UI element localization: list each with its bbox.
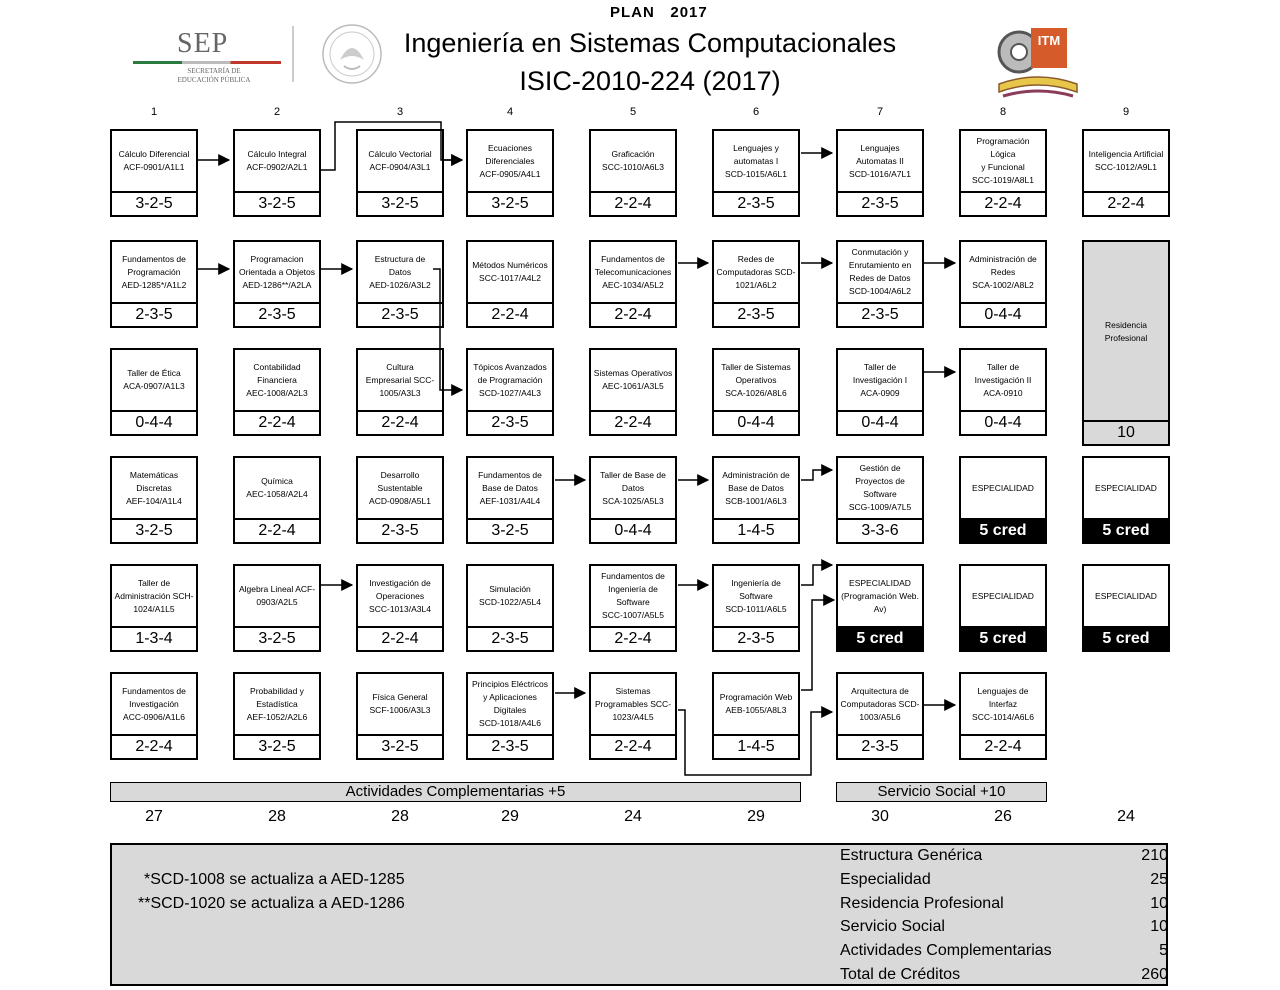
course-name-line: ACC-0906/A1L6 <box>123 711 185 722</box>
course-credits: 2-3-5 <box>468 626 552 650</box>
course-name-line: Lenguajes de <box>977 685 1029 696</box>
page-subtitle: ISIC-2010-224 (2017) <box>519 66 781 96</box>
course-name-line: Investigación I <box>852 374 908 385</box>
course-name-line: Matemáticas <box>129 469 179 480</box>
course-name-line: Operaciones <box>375 590 425 601</box>
course-credits: 1-3-4 <box>112 626 196 650</box>
course-name-line: 1024/A1L5 <box>133 603 175 614</box>
course-credits: 2-3-5 <box>468 410 552 434</box>
course-credits: 2-2-4 <box>468 302 552 326</box>
course-name-line: ESPECIALIDAD <box>1095 590 1157 601</box>
course-name-line: SCD-1027/A4L3 <box>479 387 541 398</box>
itm-logo-text: ITM <box>1037 33 1061 48</box>
course-credits: 3-3-6 <box>838 518 922 542</box>
course-credits: 2-3-5 <box>838 734 922 758</box>
course-name-line: SCD-1015/A6L1 <box>725 168 787 179</box>
course-credits: 2-3-5 <box>468 734 552 758</box>
course-name-line: 0903/A2L5 <box>256 597 298 607</box>
course-name-line: Administración SCH- <box>114 590 194 601</box>
summary-value: 10 <box>1150 918 1168 936</box>
course-name-line: Taller de <box>863 361 897 372</box>
course-name-line: Química <box>261 476 293 486</box>
page-title: Ingeniería en Sistemas Computacionales <box>403 28 897 58</box>
course-credits: 0-4-4 <box>112 410 196 434</box>
course-name-line: Automatas II <box>856 155 904 166</box>
course-name-line: Principios Eléctricos <box>471 679 549 689</box>
summary-label: Total de Créditos <box>840 966 961 983</box>
column-total: 30 <box>871 808 889 825</box>
summary-value: 25 <box>1150 870 1168 888</box>
course-name-line: Fundamentos de <box>601 571 665 581</box>
course-name-line: Investigación II <box>974 374 1032 385</box>
course-name-line: ACF-0902/A2L1 <box>246 162 308 172</box>
course-name-line: Graficación <box>611 149 655 159</box>
column-number: 6 <box>752 106 760 118</box>
course-name-line: Software <box>616 597 650 607</box>
course-name-line: ACF-0904/A3L1 <box>369 162 431 172</box>
prerequisite-arrow <box>433 269 462 390</box>
course-credits: 3-2-5 <box>468 191 552 215</box>
course-name-line: 1021/A6L2 <box>735 279 777 290</box>
column-number: 7 <box>876 106 884 118</box>
summary-row <box>840 918 1168 942</box>
course-name-line: Datos <box>621 482 645 493</box>
plan-year: 2017 <box>670 4 708 21</box>
course-credits: 3-2-5 <box>235 734 319 758</box>
note-1: *SCD-1008 se actualiza a AED-1285 <box>144 871 405 888</box>
course-name-line: SCD-1016/A7L1 <box>849 168 911 179</box>
course-credits: 0-4-4 <box>838 410 922 434</box>
course-name-line: ESPECIALIDAD <box>972 482 1034 493</box>
course-name-line: ESPECIALIDAD <box>849 577 911 588</box>
course-name-line: Base de Datos <box>728 482 784 493</box>
course-name-line: Sistemas <box>615 685 651 696</box>
course-name-line: Conmutación y <box>851 247 909 257</box>
servicio-social-bar: Servicio Social +10 <box>836 782 1047 802</box>
course-credits: 10 <box>1084 420 1168 444</box>
course-credits: 2-2-4 <box>235 518 319 542</box>
course-credits: 2-2-4 <box>591 626 675 650</box>
course-name-line: Investigación <box>129 698 179 709</box>
course-name-line: Taller de <box>137 577 171 588</box>
course-credits: 2-2-4 <box>591 410 675 434</box>
course-name-line: Contabilidad <box>253 361 301 372</box>
course-name-line: Empresarial SCC- <box>365 374 435 385</box>
course-name-line: de Programación <box>477 374 543 385</box>
course-credits: 2-3-5 <box>714 626 798 650</box>
course-name-line: Discretas <box>136 482 172 493</box>
column-total: 28 <box>268 808 286 825</box>
course-name-line: Computadoras SCD- <box>716 266 796 277</box>
prerequisite-arrow <box>801 600 834 690</box>
course-name-line: Tópicos Avanzados <box>473 361 547 372</box>
course-name-line: Sustentable <box>377 482 423 493</box>
course-name-line: SCA-1025/A5L3 <box>602 495 664 506</box>
course-name-line: SCD-1004/A6L2 <box>849 286 911 296</box>
summary-row <box>840 966 1168 990</box>
actividades-complementarias-bar: Actividades Complementarias +5 <box>110 782 801 802</box>
course-credits: 2-3-5 <box>358 302 442 326</box>
course-name-line: ACA-0907/A1L3 <box>123 381 185 391</box>
course-credits: 0-4-4 <box>961 302 1045 326</box>
course-name-line: Taller de Sistemas <box>721 361 791 372</box>
course-name-line: Digitales <box>493 705 527 715</box>
course-name-line: ESPECIALIDAD <box>972 590 1034 601</box>
course-name-line: Taller de <box>986 361 1020 372</box>
summary-label: Servicio Social <box>840 918 945 936</box>
course-name-line: SCC-1013/A3L4 <box>369 603 431 614</box>
column-number: 8 <box>999 106 1007 118</box>
course-credits: 2-3-5 <box>358 518 442 542</box>
course-name-line: SCG-1009/A7L5 <box>848 502 912 512</box>
course-name-line: SCA-1002/A8L2 <box>972 279 1034 290</box>
column-total: 29 <box>501 808 519 825</box>
course-credits: 2-2-4 <box>961 734 1045 758</box>
column-number: 2 <box>273 106 281 118</box>
column-number: 3 <box>396 106 404 118</box>
course-name-line: Proyectos de <box>855 476 905 486</box>
course-name-line: Probabilidad y <box>250 685 304 696</box>
course-name-line: Software <box>863 489 897 499</box>
course-credits: 0-4-4 <box>961 410 1045 434</box>
summary-row <box>840 871 1168 895</box>
course-credits: 2-2-4 <box>591 191 675 215</box>
course-name-line: Gestión de <box>859 463 901 473</box>
course-name-line: Programación <box>127 266 181 277</box>
course-name-line: y Funcional <box>981 162 1025 172</box>
course-credits: 1-4-5 <box>714 734 798 758</box>
course-credits: 2-3-5 <box>838 302 922 326</box>
course-name-line: ACD-0908/A5L1 <box>369 495 431 506</box>
course-name-line: AEC-1061/A3L5 <box>602 381 664 391</box>
prerequisite-arrow <box>801 470 832 480</box>
course-name-line: Fundamentos de <box>601 253 665 264</box>
course-credits: 3-2-5 <box>235 191 319 215</box>
note-2: **SCD-1020 se actualiza a AED-1286 <box>138 895 405 912</box>
course-name-line: SCC-1017/A4L2 <box>479 273 541 283</box>
course-name-line: Lenguajes <box>860 142 900 153</box>
course-name-line: SCF-1006/A3L3 <box>369 705 431 715</box>
course-name-line: Orientada a Objetos <box>238 266 316 277</box>
course-name-line: AEF-1031/A4L4 <box>479 495 541 506</box>
course-credits: 5 cred <box>1084 518 1168 542</box>
course-name-line: ESPECIALIDAD <box>1095 482 1157 493</box>
course-credits: 2-3-5 <box>714 191 798 215</box>
course-name-line: Simulación <box>489 584 531 594</box>
course-credits: 5 cred <box>1084 626 1168 650</box>
course-name-line: Cultura <box>386 361 414 372</box>
course-name-line: Lenguajes y <box>733 142 779 153</box>
course-name-line: Cálculo Diferencial <box>118 149 190 159</box>
course-name-line: Ecuaciones <box>488 142 532 153</box>
course-name-line: SCC-1012/A9L1 <box>1095 162 1157 172</box>
course-name-line: 1003/A5L6 <box>859 711 901 722</box>
course-credits: 2-3-5 <box>235 302 319 326</box>
course-name-line: AEC-1058/A2L4 <box>246 489 308 499</box>
course-name-line: SCC-1019/A8L1 <box>972 175 1034 185</box>
course-name-line: Operativos <box>735 374 777 385</box>
summary-value: 260 <box>1141 966 1168 983</box>
course-name-line: Investigación de <box>369 577 431 588</box>
course-name-line: Financiera <box>257 374 297 385</box>
course-credits: 5 cred <box>838 626 922 650</box>
course-name-line: Métodos Numéricos <box>472 260 548 270</box>
course-name-line: Redes de Datos <box>849 273 911 283</box>
column-total: 24 <box>624 808 642 825</box>
course-name-line: Programación Lógica <box>976 136 1030 159</box>
course-name-line: Redes de <box>737 253 775 264</box>
course-credits: 3-2-5 <box>112 191 196 215</box>
course-name-line: ACA-0909 <box>860 387 900 398</box>
course-name-line: AEF-104/A1L4 <box>126 495 182 506</box>
sep-sub-line-2: EDUCACIÓN PÚBLICA <box>177 76 251 84</box>
course-name-line: AEC-1008/A2L3 <box>246 387 308 398</box>
course-name-line: SCC-1010/A6L3 <box>602 162 664 172</box>
course-name-line: Programación Web <box>719 692 793 702</box>
course-credits: 2-2-4 <box>961 191 1045 215</box>
summary-panel <box>110 843 1168 986</box>
residencia-line-2: Profesional <box>1104 333 1148 343</box>
course-name-line: Av) <box>873 603 887 614</box>
column-total: 26 <box>994 808 1012 825</box>
course-name-line: Enrutamiento en <box>848 260 912 270</box>
course-credits: 0-4-4 <box>591 518 675 542</box>
summary-row <box>840 847 1168 871</box>
summary-label: Estructura Genérica <box>840 847 983 864</box>
summary-value: 10 <box>1150 894 1168 912</box>
column-number: 5 <box>629 106 637 118</box>
course-name-line: 1023/A4L5 <box>612 711 654 722</box>
course-name-line: SCD-1022/A5L4 <box>479 597 541 607</box>
course-name-line: Taller de Base de <box>600 469 666 480</box>
course-name-line: Administración de <box>722 469 790 480</box>
course-credits: 2-2-4 <box>358 410 442 434</box>
course-name-line: Ingeniería de <box>731 577 781 588</box>
course-name-line: y Aplicaciones <box>483 692 537 702</box>
summary-label: Actividades Complementarias <box>840 942 1052 960</box>
course-name-line: Diferenciales <box>485 155 535 166</box>
course-credits: 2-2-4 <box>358 626 442 650</box>
course-name-line: AEF-1052/A2L6 <box>246 711 308 722</box>
course-name-line: ACF-0905/A4L1 <box>479 168 541 179</box>
summary-row <box>840 942 1168 966</box>
course-name-line: AED-1026/A3L2 <box>369 279 431 290</box>
column-total: 27 <box>145 808 163 825</box>
course-name-line: ACF-0901/A1L1 <box>123 162 185 172</box>
course-name-line: SCC-1014/A6L6 <box>972 711 1034 722</box>
course-name-line: Estructura de <box>374 253 426 264</box>
summary-value: 210 <box>1141 847 1168 864</box>
course-name-line: Inteligencia Artificial <box>1088 149 1164 159</box>
summary-label: Residencia Profesional <box>840 894 1004 912</box>
course-name-line: Fundamentos de <box>122 685 186 696</box>
course-name-line: (Programación Web. <box>841 590 919 601</box>
course-name-line: Base de Datos <box>482 482 538 493</box>
course-name-line: Software <box>739 590 773 601</box>
summary-row <box>840 895 1168 919</box>
column-total: 28 <box>391 808 409 825</box>
course-name-line: Algebra Lineal ACF- <box>238 584 316 594</box>
prerequisite-arrow <box>678 710 832 775</box>
course-credits: 2-2-4 <box>591 734 675 758</box>
course-name-line: AEC-1034/A5L2 <box>602 279 664 290</box>
course-name-line: Cálculo Vectorial <box>368 149 432 159</box>
course-credits: 0-4-4 <box>714 410 798 434</box>
residencia-line-1: Residencia <box>1104 320 1148 330</box>
course-credits: 3-2-5 <box>235 626 319 650</box>
course-credits: 2-2-4 <box>235 410 319 434</box>
course-credits: 3-2-5 <box>358 734 442 758</box>
course-name-line: Ingeniería de <box>608 584 658 594</box>
course-name-line: Administración de <box>969 253 1037 264</box>
course-name-line: SCC-1007/A5L5 <box>602 610 664 620</box>
sep-sub-line-1: SECRETARÍA DE <box>187 67 241 75</box>
course-credits: 2-3-5 <box>714 302 798 326</box>
course-credits: 2-3-5 <box>112 302 196 326</box>
course-name-line: Física General <box>372 692 428 702</box>
column-number: 1 <box>150 106 158 118</box>
column-total: 29 <box>747 808 765 825</box>
course-name-line: 1005/A3L3 <box>379 387 421 398</box>
course-name-line: SCA-1026/A8L6 <box>725 387 787 398</box>
course-name-line: Cálculo Integral <box>247 149 307 159</box>
course-credits: 1-4-5 <box>714 518 798 542</box>
course-name-line: Interfaz <box>988 698 1018 709</box>
column-number: 9 <box>1122 106 1130 118</box>
course-name-line: AEB-1055/A8L3 <box>725 705 787 715</box>
sep-logo-word: SEP <box>177 28 229 59</box>
prerequisite-arrow <box>321 122 462 170</box>
course-name-line: Programacion <box>250 253 304 264</box>
course-credits: 3-2-5 <box>112 518 196 542</box>
course-name-line: Redes <box>990 266 1016 277</box>
plan-label-text: PLAN <box>610 4 655 21</box>
course-name-line: ACA-0910 <box>983 387 1023 398</box>
course-name-line: SCB-1001/A6L3 <box>725 495 787 506</box>
course-name-line: AED-1285*/A1L2 <box>121 279 187 290</box>
course-name-line: Estadística <box>256 698 298 709</box>
prerequisite-arrow <box>801 565 832 585</box>
course-name-line: automatas I <box>733 155 779 166</box>
course-credits: 3-2-5 <box>468 518 552 542</box>
column-total: 24 <box>1117 808 1135 825</box>
course-name-line: SCD-1011/A6L5 <box>725 603 787 614</box>
course-credits: 2-2-4 <box>1084 191 1168 215</box>
course-credits: 5 cred <box>961 518 1045 542</box>
course-credits: 5 cred <box>961 626 1045 650</box>
course-name-line: Telecomunicaciones <box>594 266 672 277</box>
course-name-line: AED-1286**/A2LA <box>242 279 312 290</box>
summary-label: Especialidad <box>840 870 931 888</box>
column-number: 4 <box>506 106 514 118</box>
course-name-line: Computadoras SCD- <box>840 698 920 709</box>
course-name-line: Programables SCC- <box>594 698 672 709</box>
course-name-line: Taller de Ética <box>127 368 181 378</box>
course-name-line: Fundamentos de <box>122 253 186 264</box>
course-credits: 2-2-4 <box>112 734 196 758</box>
course-name-line: Fundamentos de <box>478 469 542 480</box>
course-name-line: Arquitectura de <box>851 685 909 696</box>
course-credits: 2-3-5 <box>838 191 922 215</box>
summary-value: 5 <box>1159 942 1168 960</box>
course-credits: 2-2-4 <box>591 302 675 326</box>
course-name-line: Datos <box>388 266 412 277</box>
course-name-line: Desarrollo <box>380 469 420 480</box>
course-name-line: SCD-1018/A4L6 <box>479 718 541 728</box>
course-credits: 3-2-5 <box>358 191 442 215</box>
course-name-line: Sistemas Operativos <box>593 368 673 378</box>
